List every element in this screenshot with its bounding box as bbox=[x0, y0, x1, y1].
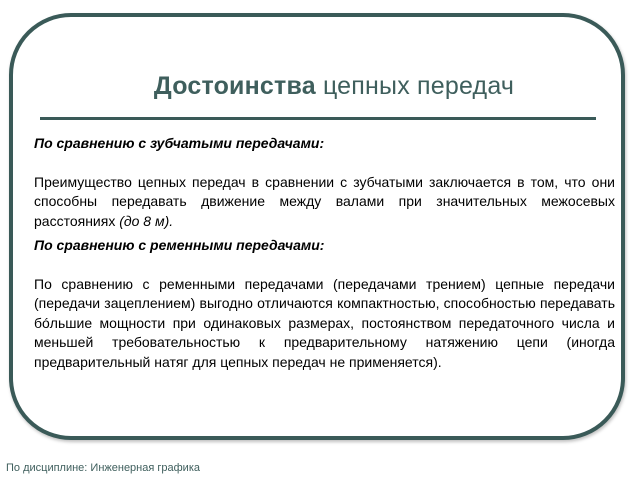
section-heading-gear: По сравнению с зубчатыми передачами: bbox=[34, 135, 325, 151]
section-text-gear-italic: (до 8 м). bbox=[119, 212, 174, 229]
slide-title bbox=[0, 72, 640, 101]
section-heading-belt: По сравнению с ременными передачами: bbox=[34, 237, 325, 253]
footer-discipline: По дисциплине: Инженерная графика bbox=[6, 462, 200, 474]
section-text-gear-main: Преимущество цепных передач в сравнении с зубчатыми заключается в том, что они способны передавать движение между валами при значительных межосевых расстояниях bbox=[34, 173, 615, 229]
slide-title-bold: Достоинства bbox=[153, 72, 316, 100]
section-text-gear bbox=[34, 173, 615, 232]
slide-content bbox=[34, 134, 615, 372]
spacer bbox=[34, 154, 615, 173]
spacer bbox=[34, 256, 615, 275]
section-text-belt: По сравнению с ременными передачами (передачами трением) цепные передачи (передачи зацеплением) выгодно отличаются компактностью, способностью передавать бóльшие мощности при одинаковых размерах, постоянством передаточного числа и меньшей требовательностью к предварительному натяжению цепи (иногда предварительный натяг для цепных передач не применяется). bbox=[34, 275, 615, 370]
title-divider bbox=[40, 117, 596, 120]
slide-title-regular: цепных передач bbox=[315, 72, 515, 100]
